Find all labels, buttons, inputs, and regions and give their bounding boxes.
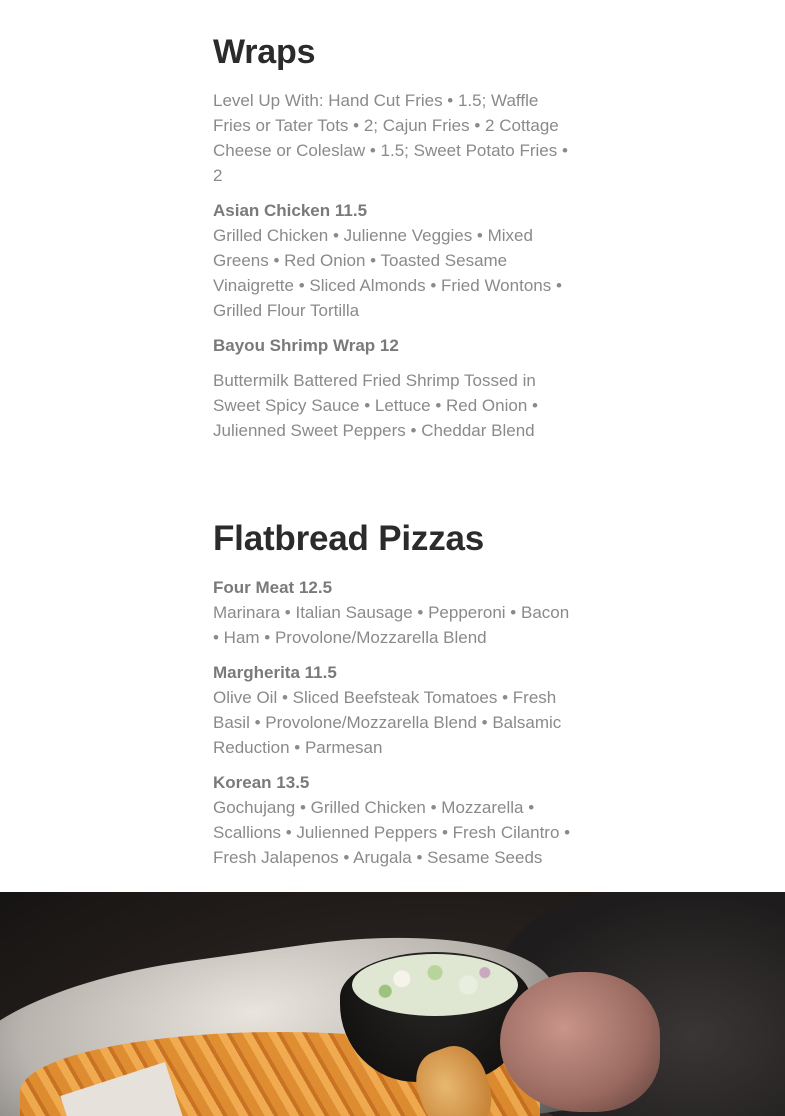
- wraps-level-up-note: Level Up With: Hand Cut Fries • 1.5; Waffle Fries or Tater Tots • 2; Cajun Fries • 2 Cottage Cheese or Coleslaw • 1.5; Sweet Potato Fries • 2: [213, 91, 568, 185]
- menu-item-name-bayou-shrimp: Bayou Shrimp Wrap 12: [213, 336, 399, 355]
- photo-hand: [500, 972, 660, 1112]
- photo-coleslaw: [352, 954, 518, 1016]
- menu-item-name-four-meat: Four Meat 12.5: [213, 578, 333, 597]
- menu-item-description-four-meat: Marinara • Italian Sausage • Pepperoni • Bacon • Ham • Provolone/Mozzarella Blend: [213, 603, 570, 647]
- section-heading-flatbread-pizzas: Flatbread Pizzas: [213, 519, 485, 558]
- food-photo: [0, 892, 785, 1116]
- menu-item-description-asian-chicken: Grilled Chicken • Julienne Veggies • Mixed Greens • Red Onion • Toasted Sesame Vinaigrette • Sliced Almonds • Fried Wontons • Grilled Flour Tortilla: [213, 226, 562, 320]
- menu-item-description-margherita: Olive Oil • Sliced Beefsteak Tomatoes • Fresh Basil • Provolone/Mozzarella Blend • Balsamic Reduction • Parmesan: [213, 688, 562, 757]
- menu-item-name-korean: Korean 13.5: [213, 773, 310, 792]
- menu-item-name-asian-chicken: Asian Chicken 11.5: [213, 201, 368, 220]
- menu-item-name-margherita: Margherita 11.5: [213, 663, 337, 682]
- menu-content: [213, 30, 578, 870]
- section-heading-wraps: Wraps: [213, 33, 316, 71]
- menu-item-description-bayou-shrimp: Buttermilk Battered Fried Shrimp Tossed in Sweet Spicy Sauce • Lettuce • Red Onion • Julienned Sweet Peppers • Cheddar Blend: [213, 371, 538, 440]
- menu-item-description-korean: Gochujang • Grilled Chicken • Mozzarella • Scallions • Julienned Peppers • Fresh Cilantro • Fresh Jalapenos • Arugala • Sesame Seeds: [213, 798, 571, 867]
